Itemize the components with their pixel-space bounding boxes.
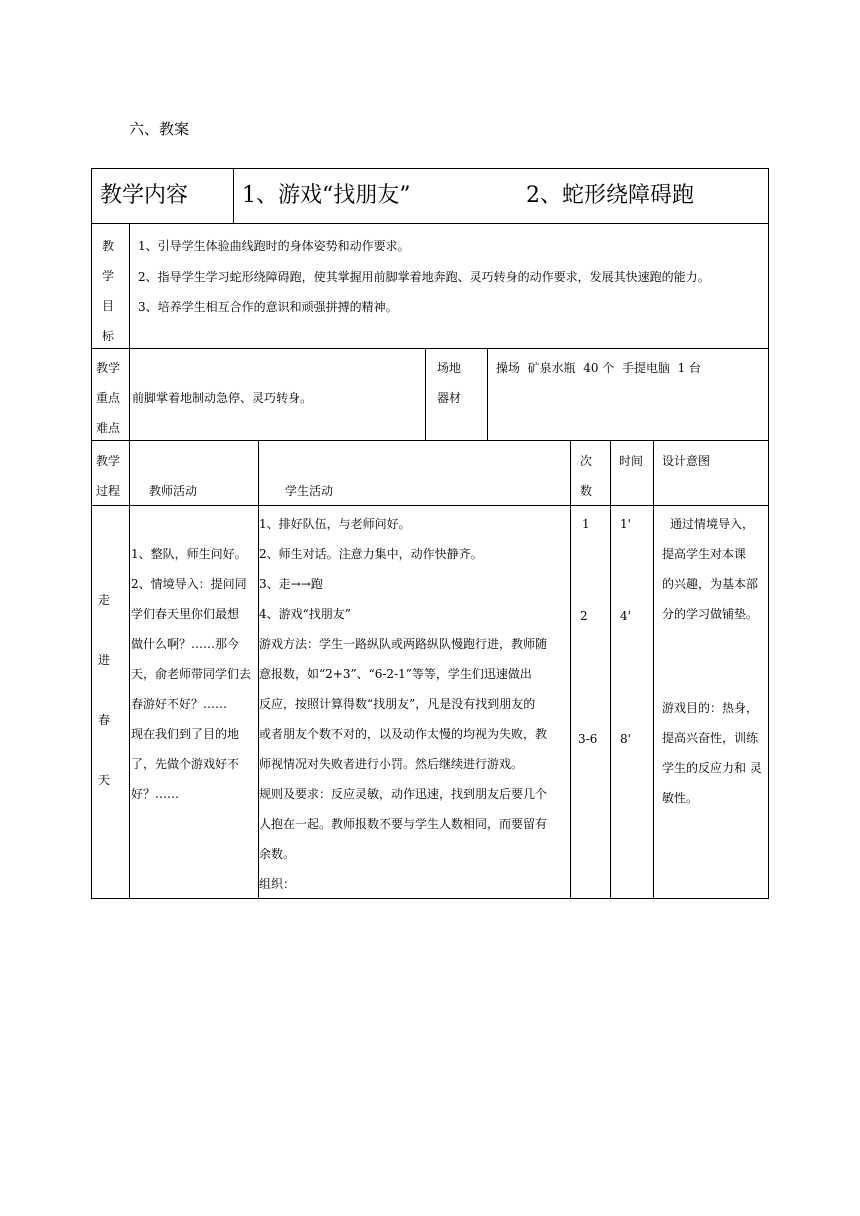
- objective-item: 3、培养学生相互合作的意识和顽强拼搏的精神。: [138, 300, 398, 314]
- design-line: 敏性。: [662, 791, 699, 805]
- teacher-activity: [131, 539, 251, 809]
- process-label: [93, 446, 123, 506]
- student-line: 组织：: [259, 877, 296, 891]
- count-value: 2: [580, 609, 588, 623]
- objectives-label: [96, 231, 120, 351]
- design-line: 游戏目的：热身，: [662, 701, 759, 715]
- student-line: 4、游戏“找朋友”: [259, 607, 351, 621]
- teacher-activity-header: 教师活动: [149, 484, 198, 498]
- student-line: 游戏方法：学生一路纵队或两路纵队慢跑行进，教师随: [259, 637, 548, 651]
- design-line: 提高学生对本课: [662, 547, 747, 561]
- col-divider: [653, 440, 654, 899]
- teacher-line: 好？……: [131, 787, 180, 801]
- teacher-line: 学们春天里你们最想: [131, 607, 240, 621]
- label-line: 重点: [95, 391, 120, 405]
- teacher-line: 现在我们到了目的地: [131, 727, 240, 741]
- teaching-content-label: 教学内容: [100, 183, 189, 208]
- teacher-line: 天，俞老师带同学们去: [131, 667, 252, 681]
- student-line: 规则及要求：反应灵敏，动作迅速，找到朋友后要几个: [259, 787, 548, 801]
- design-intent-1: [662, 509, 758, 629]
- student-line: 3、走→→跑: [259, 577, 323, 591]
- design-header: 设计意图: [662, 454, 711, 468]
- teacher-line: 1、整队，师生问好。: [131, 547, 247, 561]
- student-activity: [259, 509, 547, 899]
- design-line: 提高兴奋性，训练: [662, 731, 759, 745]
- key-points-label: [93, 353, 123, 443]
- label-line: 场地: [436, 361, 461, 375]
- student-line: 2、师生对话。注意力集中，动作快静齐。: [259, 547, 483, 561]
- topic-2: 2、蛇形绕障碍跑: [526, 183, 694, 208]
- col-divider: [610, 440, 611, 899]
- time-value: 8': [620, 732, 631, 746]
- count-value: 3-6: [578, 732, 598, 746]
- student-line: 余数。: [259, 847, 296, 861]
- label-line: 教学: [95, 454, 120, 468]
- col-divider: [129, 223, 130, 899]
- phase-char: 走: [97, 593, 110, 607]
- venue-label: [434, 353, 464, 413]
- label-char: 教: [101, 239, 114, 253]
- time-value: 4': [620, 609, 631, 623]
- section-heading: 六、教案: [129, 120, 190, 138]
- time-header: 时间: [619, 454, 644, 468]
- label-line: 次: [579, 454, 592, 468]
- design-intent-2: [662, 693, 762, 813]
- teacher-line: 2、情境导入：提问同: [131, 577, 247, 591]
- design-line: 通过情境导入，: [670, 517, 755, 531]
- topic-1: 1、游戏“找朋友”: [242, 183, 411, 208]
- label-line: 过程: [95, 484, 120, 498]
- label-char: 标: [101, 329, 114, 343]
- design-line: 的兴趣，为基本部: [662, 577, 759, 591]
- label-line: 器材: [436, 391, 461, 405]
- label-line: 数: [579, 484, 592, 498]
- venue-content: 操场 矿泉水瓶 40 个 手提电脑 1 台: [496, 361, 702, 375]
- col-divider: [233, 168, 234, 223]
- student-line: 人抱在一起。教师报数不要与学生人数相同，而要留有: [259, 817, 548, 831]
- phase-char: 春: [97, 713, 110, 727]
- label-char: 学: [101, 269, 114, 283]
- count-header: [578, 446, 594, 506]
- phase-name: [96, 570, 112, 810]
- phase-char: 天: [97, 773, 110, 787]
- student-activity-header: 学生活动: [285, 484, 334, 498]
- col-divider: [487, 348, 488, 440]
- objective-item: 2、指导学生学习蛇形绕障碍跑，使其掌握用前脚掌着地奔跑、灵巧转身的动作要求，发展其快速跑的能力。: [138, 270, 710, 284]
- student-line: 或者朋友个数不对的，以及动作太慢的均视为失败，教: [259, 727, 548, 741]
- row-divider: [91, 348, 769, 349]
- teacher-line: 了，先做个游戏好不: [131, 757, 240, 771]
- label-char: 目: [101, 299, 114, 313]
- label-line: 教学: [95, 361, 120, 375]
- row-divider: [91, 440, 769, 441]
- student-line: 1、排好队伍，与老师问好。: [259, 517, 411, 531]
- design-line: 学生的反应力和 灵: [662, 761, 762, 775]
- teacher-line: 做什么啊？……那今: [131, 637, 240, 651]
- student-line: 反应，按照计算得数“找朋友”，凡是没有找到朋友的: [259, 697, 536, 711]
- phase-char: 进: [97, 653, 110, 667]
- row-divider: [91, 223, 769, 224]
- time-value: 1': [620, 517, 631, 531]
- student-line: 师视情况对失败者进行小罚。然后继续进行游戏。: [259, 757, 524, 771]
- objective-item: 1、引导学生体验曲线跑时的身体姿势和动作要求。: [138, 239, 410, 253]
- design-line: 分的学习做铺垫。: [662, 607, 759, 621]
- col-divider: [425, 348, 426, 440]
- teacher-line: 春游好不好？……: [131, 697, 228, 711]
- label-line: 难点: [95, 421, 120, 435]
- count-value: 1: [582, 517, 590, 531]
- student-line: 意报数，如“2+3”、“6-2-1”等等，学生们迅速做出: [259, 667, 532, 681]
- col-divider: [570, 440, 571, 899]
- key-points-content: 前脚掌着地制动急停、灵巧转身。: [132, 391, 313, 405]
